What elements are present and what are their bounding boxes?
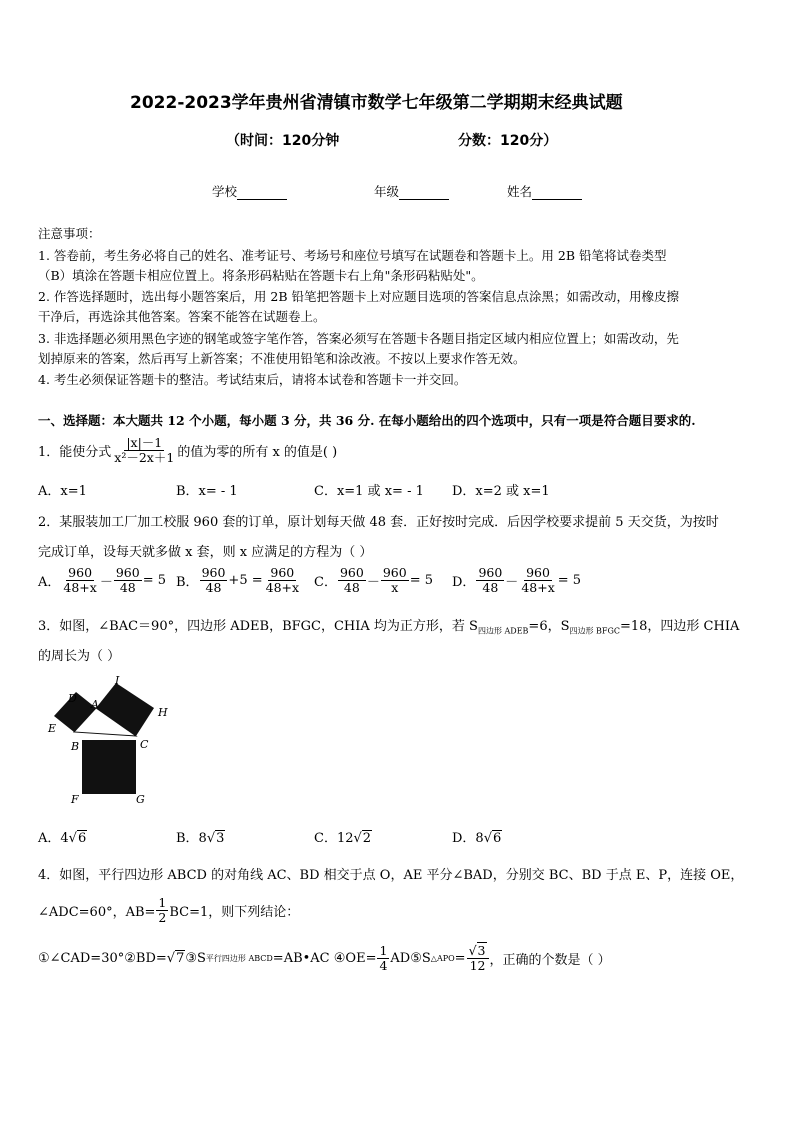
q2-b-f2-den: 48+x [265, 579, 300, 595]
q1-suffix: 的值为零的所有 x 的值是( ) [177, 444, 338, 460]
q3-a-text: A．4 [38, 831, 69, 846]
q2-c-label: C． [314, 574, 337, 590]
q4-half-num: 1 [158, 895, 167, 910]
q2-b-f2-num: 960 [270, 565, 295, 580]
q2-b-label: B． [176, 574, 199, 590]
q4-c3-sub: 平行四边形 ABCD [205, 953, 273, 963]
label-h: H [158, 706, 168, 719]
q2-d-frac-1 [476, 566, 504, 595]
q3-c-text: C．12 [314, 831, 354, 846]
q2-d-f1-den: 48 [482, 579, 499, 595]
q4-conclusions: ①∠CAD=30°②BD= √ 7 ③S 平行四边形 ABCD =AB•AC ④OE= $\frac{1}{4}$ AD⑤S △APO = $\frac{√3}{12}$ ，正确的个数是（ ） [38, 943, 611, 973]
q2-d-eq: = 5 [557, 572, 582, 588]
q3-sub-2: 四边形 BFGC [569, 626, 620, 636]
grade-field[interactable] [374, 182, 449, 200]
q2-b-frac-2 [264, 566, 301, 595]
q2-option-d[interactable] [452, 566, 581, 595]
q2-c-op: － [366, 574, 380, 590]
notice-item-3: 3. 非选择题必须用黑色字迹的钢笔或签字笔作答，答案必须写在答题卡各题目指定区域内相应位置上；如需改动，先 [38, 331, 679, 346]
exam-score: 分数：120分） [458, 133, 558, 149]
q3-option-d[interactable]: D．8√6 [452, 831, 502, 846]
q2-d-f1-num: 960 [478, 565, 503, 580]
q4-quarter [377, 944, 389, 973]
q2-c-frac-1 [338, 566, 366, 595]
q4-c1-rad: 7 [176, 951, 185, 967]
label-c: C [140, 738, 149, 751]
q2-b-f1-num: 960 [201, 565, 226, 580]
q3-text-mid: =6，S [528, 619, 570, 634]
page-title: 2022-2023学年贵州省清镇市数学七年级第二学期期末经典试题 [130, 93, 623, 113]
grade-label: 年级 [374, 184, 400, 199]
q4-tail: ，正确的个数是（ ） [489, 952, 611, 968]
question-1 [38, 436, 337, 465]
label-g: G [136, 793, 145, 806]
q4-root-den: 12 [469, 957, 486, 973]
notice-item-1: 1. 答卷前，考生务必将自己的姓名、准考证号、考场号和座位号填写在试题卷和答题卡上。用 2B 铅笔将试卷类型 [38, 248, 667, 263]
q2-c-f2-num: 960 [382, 565, 407, 580]
name-label: 姓名 [507, 184, 533, 199]
q2-a-f2-den: 48 [119, 579, 136, 595]
q2-d-f2-den: 48+x [521, 579, 555, 595]
label-d: D [68, 692, 77, 705]
q2-a-frac-2 [114, 566, 142, 595]
name-field[interactable] [507, 182, 582, 200]
q3-option-b[interactable]: B．8√3 [176, 831, 225, 846]
q2-c-f1-den: 48 [343, 579, 360, 595]
q1-option-c[interactable]: C．x=1 或 x= - 1 [314, 484, 424, 499]
q3-d-rad: 6 [493, 831, 502, 846]
q2-d-op: － [505, 574, 519, 590]
q3-sub-1: 四边形 ADEB [477, 626, 529, 636]
q2-d-frac-2 [519, 566, 556, 595]
q2-option-b[interactable] [176, 566, 302, 595]
q2-a-f2-num: 960 [115, 565, 140, 580]
q2-c-frac-2 [381, 566, 409, 595]
notice-item-3-cont: 划掉原来的答案，然后再写上新答案；不准使用铅笔和涂改液。不按以上要求作答无效。 [38, 351, 526, 366]
q3-b-rad: 3 [216, 831, 225, 846]
q1-denominator: x²－2x＋1 [114, 449, 175, 465]
q4-c3b: =AB•AC ④OE= [272, 950, 377, 966]
q3-figure [44, 674, 184, 809]
q2-a-f1-num: 960 [68, 565, 93, 580]
q3-line-2: 的周长为（ ） [38, 649, 121, 664]
q1-fraction [112, 436, 176, 465]
q4-c1: ①∠CAD=30°②BD= [38, 950, 167, 966]
q3-line-1 [38, 615, 739, 637]
label-a: A [91, 698, 99, 711]
q4-c5eq: = [454, 950, 466, 966]
section-heading: 一、选择题：本大题共 12 个小题，每小题 3 分，共 36 分. 在每小题给出的四个选项中，只有一项是符合题目要求的. [38, 413, 696, 428]
q2-a-f1-den: 48+x [63, 579, 97, 595]
q4-root-num: √3 [467, 944, 489, 959]
q2-line-2: 完成订单，设每天就多做 x 套，则 x 应满足的方程为（ ） [38, 545, 373, 560]
q2-d-label: D． [452, 574, 476, 590]
q2-d-f2-num: 960 [526, 565, 550, 580]
q4-quarter-den: 4 [379, 957, 388, 973]
q4-quarter-num: 1 [379, 943, 388, 958]
q3-option-c[interactable]: C．12√2 [314, 831, 372, 846]
q4-c4b: AD⑤S [390, 950, 431, 966]
q4-c5-sub: △APO [430, 953, 455, 963]
q2-b-op: +5 = [228, 572, 263, 588]
q4-line-1: 4．如图，平行四边形 ABCD 的对角线 AC、BD 相交于点 O，AE 平分∠BAD，分别交 BC、BD 于点 E、P，连接 OE， [38, 868, 744, 883]
q2-a-op: － [99, 574, 113, 590]
notice-heading: 注意事项： [38, 226, 101, 241]
notice-item-2-cont: 干净后，再选涂其他答案。答案不能答在试题卷上。 [38, 309, 326, 324]
q2-a-label: A． [38, 574, 61, 590]
q2-b-f1-den: 48 [205, 579, 222, 595]
q2-c-eq: = 5 [409, 572, 433, 588]
q3-b-text: B．8 [176, 831, 207, 846]
label-b: B [71, 740, 80, 753]
q2-a-frac-1 [61, 566, 98, 595]
q3-c-rad: 2 [362, 831, 372, 846]
q4-half-den: 2 [158, 909, 167, 925]
q1-prefix: 1．能使分式 [38, 444, 112, 460]
label-i: I [115, 674, 120, 687]
label-f: F [71, 793, 79, 806]
square-bfgc [82, 740, 136, 794]
school-label: 学校 [212, 184, 238, 199]
q4-line-2 [38, 896, 299, 925]
q2-option-c[interactable] [314, 566, 433, 595]
q4-l2-a: ∠ADC=60°，AB= [38, 904, 156, 920]
q2-b-frac-1 [200, 566, 228, 595]
notice-item-1-cont: （B）填涂在答题卡相应位置上。将条形码粘贴在答题卡右上角"条形码粘贴处"。 [38, 268, 484, 283]
q2-a-eq: = 5 [142, 572, 166, 588]
q3-d-text: D．8 [452, 831, 484, 846]
q3-option-a[interactable]: A．4√6 [38, 831, 87, 846]
q4-root-frac [467, 944, 489, 973]
q1-numerator: |x|－1 [126, 435, 163, 450]
q2-c-f2-den: x [391, 579, 399, 595]
q2-c-f1-num: 960 [339, 565, 364, 580]
q3-text-a: 3．如图，∠BAC＝90°，四边形 ADEB，BFGC，CHIA 均为正方形，若 S [38, 619, 478, 634]
q4-l2-b: BC=1，则下列结论： [169, 904, 300, 920]
q1-option-a[interactable]: A．x=1 [38, 484, 87, 499]
q4-c3: ③S [185, 950, 206, 966]
q1-option-d[interactable]: D．x=2 或 x=1 [452, 484, 550, 499]
q1-option-b[interactable]: B．x= - 1 [176, 484, 238, 499]
school-field[interactable] [212, 182, 287, 200]
q4-root-rad: 3 [477, 943, 486, 958]
q3-a-rad: 6 [77, 831, 87, 846]
exam-time: （时间：120分钟 [226, 133, 340, 149]
q3-text-b: =18，四边形 CHIA [619, 619, 740, 634]
notice-item-4: 4. 考生必须保证答题卡的整洁。考试结束后，请将本试卷和答题卡一并交回。 [38, 372, 467, 387]
label-e: E [48, 722, 57, 735]
notice-item-2: 2. 作答选择题时，选出每小题答案后，用 2B 铅笔把答题卡上对应题目选项的答案信息点涂黑；如需改动，用橡皮擦 [38, 289, 679, 304]
q2-line-1: 2．某服装加工厂加工校服 960 套的订单，原计划每天做 48 套．正好按时完成．后因学校要求提前 5 天交货，为按时 [38, 515, 719, 530]
q2-option-a[interactable] [38, 566, 166, 595]
q4-half [156, 896, 168, 925]
